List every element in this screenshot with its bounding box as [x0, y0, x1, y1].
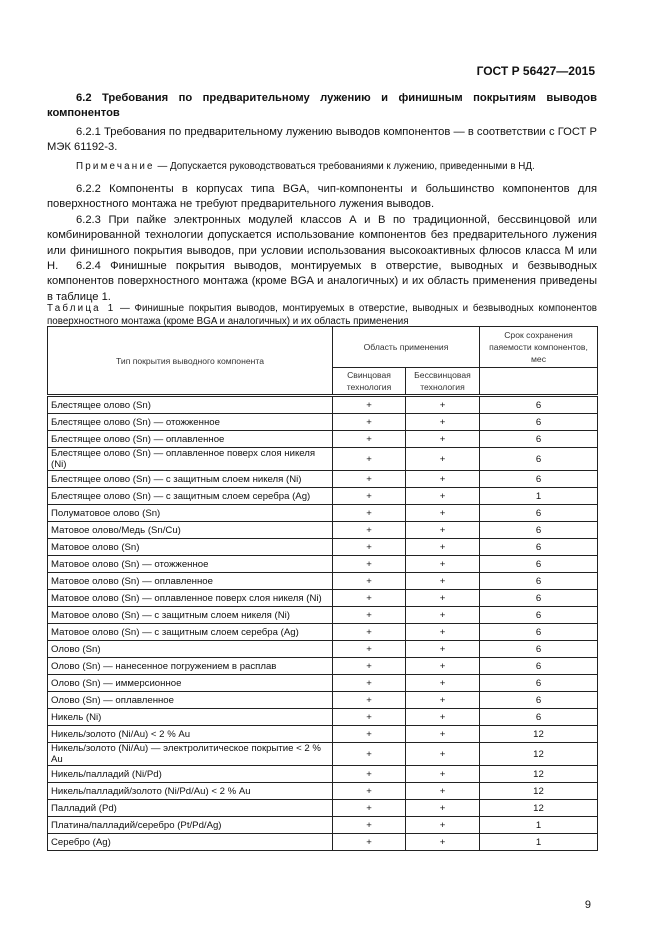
note — [47, 159, 597, 174]
table-row — [48, 692, 598, 709]
table-label: Таблица 1 — [47, 303, 116, 314]
cell-coating: Матовое олово (Sn) — отожженное — [48, 556, 333, 573]
cell-leadfree: + — [406, 726, 480, 743]
cell-lead: + — [333, 539, 406, 556]
cell-lead: + — [333, 505, 406, 522]
cell-leadfree: + — [406, 505, 480, 522]
cell-lead: + — [333, 431, 406, 448]
cell-coating: Блестящее олово (Sn) — оплавленное поверх слоя никеля (Ni) — [48, 448, 333, 471]
cell-lead: + — [333, 766, 406, 783]
table-row — [48, 505, 598, 522]
cell-lead: + — [333, 488, 406, 505]
cell-coating: Матовое олово (Sn) — с защитным слоем серебра (Ag) — [48, 624, 333, 641]
cell-term: 12 — [480, 726, 598, 743]
cell-term: 1 — [480, 834, 598, 851]
cell-lead: + — [333, 590, 406, 607]
cell-leadfree: + — [406, 471, 480, 488]
note-text: — Допускается руководствоваться требованиями к лужению, приведенными в НД. — [154, 161, 535, 172]
table-row — [48, 641, 598, 658]
cell-coating: Платина/палладий/серебро (Pt/Pd/Ag) — [48, 817, 333, 834]
cell-lead: + — [333, 817, 406, 834]
cell-term: 12 — [480, 743, 598, 766]
cell-term: 6 — [480, 431, 598, 448]
cell-leadfree: + — [406, 590, 480, 607]
cell-term: 6 — [480, 624, 598, 641]
table-row — [48, 607, 598, 624]
cell-lead: + — [333, 800, 406, 817]
col-header-term-empty — [480, 368, 598, 396]
table-row — [48, 726, 598, 743]
table-row — [48, 488, 598, 505]
cell-leadfree: + — [406, 692, 480, 709]
cell-lead: + — [333, 471, 406, 488]
cell-coating: Матовое олово/Медь (Sn/Cu) — [48, 522, 333, 539]
table-row — [48, 431, 598, 448]
cell-term: 12 — [480, 800, 598, 817]
cell-leadfree: + — [406, 709, 480, 726]
cell-term: 6 — [480, 709, 598, 726]
cell-leadfree: + — [406, 488, 480, 505]
cell-leadfree: + — [406, 658, 480, 675]
cell-lead: + — [333, 624, 406, 641]
table-row — [48, 396, 598, 414]
table-row — [48, 709, 598, 726]
cell-coating: Матовое олово (Sn) — оплавленное — [48, 573, 333, 590]
table-caption-text: — Финишные покрытия выводов, монтируемых в отверстие, выводных и безвыводных компонентов поверхностного монтажа (кроме BGA и аналогичных) и их область применения — [47, 303, 597, 327]
col-header-area: Область применения — [333, 327, 480, 368]
cell-term: 6 — [480, 471, 598, 488]
table-row — [48, 817, 598, 834]
cell-term: 6 — [480, 658, 598, 675]
cell-lead: + — [333, 692, 406, 709]
table-row — [48, 743, 598, 766]
cell-coating: Блестящее олово (Sn) — с защитным слоем никеля (Ni) — [48, 471, 333, 488]
paragraph-6-2-2: 6.2.2 Компоненты в корпусах типа BGA, чип-компоненты и большинство компонентов для поверхностного монтажа не требуют предварительного лужения выводов. — [47, 183, 597, 211]
cell-leadfree: + — [406, 522, 480, 539]
table-row — [48, 783, 598, 800]
cell-leadfree: + — [406, 834, 480, 851]
cell-coating: Блестящее олово (Sn) — [48, 396, 333, 414]
cell-leadfree: + — [406, 800, 480, 817]
cell-leadfree: + — [406, 766, 480, 783]
paragraph-6-2-3: 6.2.3 При пайке электронных модулей классов А и В по традиционной, бессвинцовой или комбинированной технологии допускается использование компонентов без предварительного лужения или финишного покрытия выводов, при условии использования высокоактивных флюсов класса М или Н. — [47, 214, 597, 272]
cell-term: 1 — [480, 488, 598, 505]
page-number: 9 — [584, 899, 591, 911]
cell-leadfree: + — [406, 431, 480, 448]
cell-coating: Матовое олово (Sn) — с защитным слоем никеля (Ni) — [48, 607, 333, 624]
cell-term: 6 — [480, 414, 598, 431]
cell-lead: + — [333, 658, 406, 675]
cell-coating: Никель/золото (Ni/Au) < 2 % Au — [48, 726, 333, 743]
cell-coating: Олово (Sn) — иммерсионное — [48, 675, 333, 692]
cell-lead: + — [333, 396, 406, 414]
cell-term: 1 — [480, 817, 598, 834]
cell-term: 6 — [480, 396, 598, 414]
cell-term: 12 — [480, 766, 598, 783]
cell-coating: Олово (Sn) — нанесенное погружением в расплав — [48, 658, 333, 675]
cell-lead: + — [333, 709, 406, 726]
cell-coating: Палладий (Pd) — [48, 800, 333, 817]
cell-coating: Никель/золото (Ni/Au) — электролитическое покрытие < 2 % Au — [48, 743, 333, 766]
cell-lead: + — [333, 641, 406, 658]
table-row — [48, 573, 598, 590]
cell-lead: + — [333, 522, 406, 539]
cell-lead: + — [333, 675, 406, 692]
col-header-lead: Свинцовая технология — [333, 368, 406, 396]
cell-leadfree: + — [406, 783, 480, 800]
cell-leadfree: + — [406, 743, 480, 766]
cell-coating: Блестящее олово (Sn) — отожженное — [48, 414, 333, 431]
table-row — [48, 539, 598, 556]
table-row — [48, 448, 598, 471]
cell-lead: + — [333, 414, 406, 431]
cell-leadfree: + — [406, 641, 480, 658]
cell-leadfree: + — [406, 624, 480, 641]
document-header: ГОСТ Р 56427—2015 — [476, 64, 595, 78]
table-row — [48, 590, 598, 607]
note-label: Примечание — [76, 161, 155, 172]
cell-lead: + — [333, 834, 406, 851]
cell-lead: + — [333, 573, 406, 590]
cell-lead: + — [333, 743, 406, 766]
cell-term: 12 — [480, 783, 598, 800]
cell-term: 6 — [480, 556, 598, 573]
cell-leadfree: + — [406, 448, 480, 471]
cell-term: 6 — [480, 590, 598, 607]
cell-term: 6 — [480, 675, 598, 692]
cell-coating: Олово (Sn) — [48, 641, 333, 658]
cell-leadfree: + — [406, 573, 480, 590]
cell-lead: + — [333, 448, 406, 471]
cell-lead: + — [333, 607, 406, 624]
cell-coating: Матовое олово (Sn) — [48, 539, 333, 556]
table-row — [48, 675, 598, 692]
table-row — [48, 834, 598, 851]
cell-term: 6 — [480, 505, 598, 522]
cell-leadfree: + — [406, 675, 480, 692]
table-row — [48, 471, 598, 488]
table-row — [48, 624, 598, 641]
cell-leadfree: + — [406, 414, 480, 431]
coatings-table — [47, 326, 598, 851]
cell-leadfree: + — [406, 539, 480, 556]
cell-lead: + — [333, 783, 406, 800]
section-title: 6.2 Требования по предварительному лужению и финишным покрытиям выводов компонентов — [47, 92, 597, 120]
cell-leadfree: + — [406, 817, 480, 834]
table-row — [48, 556, 598, 573]
cell-term: 6 — [480, 448, 598, 471]
table-caption — [47, 302, 597, 328]
cell-term: 6 — [480, 641, 598, 658]
paragraph-6-2-1: 6.2.1 Требования по предварительному лужению выводов компонентов — в соответствии с ГОСТ Р МЭК 61192-3. — [47, 126, 597, 154]
table-row — [48, 658, 598, 675]
cell-leadfree: + — [406, 556, 480, 573]
cell-lead: + — [333, 556, 406, 573]
cell-coating: Никель/палладий/золото (Ni/Pd/Au) < 2 % Au — [48, 783, 333, 800]
cell-coating: Блестящее олово (Sn) — с защитным слоем серебра (Ag) — [48, 488, 333, 505]
table-row — [48, 766, 598, 783]
cell-lead: + — [333, 726, 406, 743]
table-row — [48, 522, 598, 539]
cell-coating: Полуматовое олово (Sn) — [48, 505, 333, 522]
cell-term: 6 — [480, 573, 598, 590]
cell-coating: Блестящее олово (Sn) — оплавленное — [48, 431, 333, 448]
cell-leadfree: + — [406, 607, 480, 624]
cell-coating: Серебро (Ag) — [48, 834, 333, 851]
cell-term: 6 — [480, 692, 598, 709]
paragraph-6-2-4: 6.2.4 Финишные покрытия выводов, монтируемых в отверстие, выводных и безвыводных компонентов поверхностного монтажа (кроме BGA и аналогичных) и их область применения приведены в таблице 1. — [47, 260, 597, 303]
cell-term: 6 — [480, 522, 598, 539]
cell-coating: Матовое олово (Sn) — оплавленное поверх слоя никеля (Ni) — [48, 590, 333, 607]
cell-coating: Никель/палладий (Ni/Pd) — [48, 766, 333, 783]
table-row — [48, 414, 598, 431]
col-header-type: Тип покрытия выводного компонента — [48, 327, 333, 396]
col-header-leadfree: Бессвинцовая технология — [406, 368, 480, 396]
table-row — [48, 800, 598, 817]
cell-leadfree: + — [406, 396, 480, 414]
cell-term: 6 — [480, 539, 598, 556]
cell-term: 6 — [480, 607, 598, 624]
cell-coating: Никель (Ni) — [48, 709, 333, 726]
cell-coating: Олово (Sn) — оплавленное — [48, 692, 333, 709]
col-header-term: Срок сохранения паяемости компонентов, мес — [480, 327, 598, 368]
